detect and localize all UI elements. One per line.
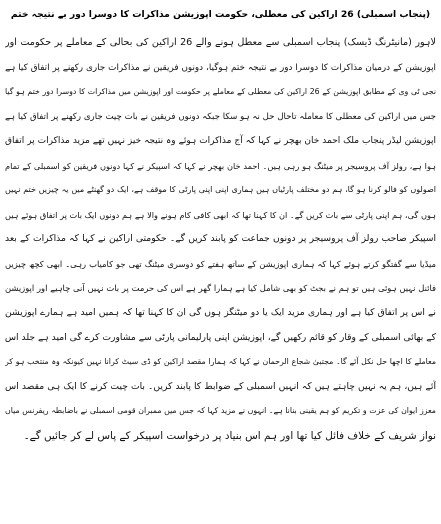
article-line: معاملے کا اچھا حل نکل آئے گا۔ مجتبیٰ شجاع الرحمان نے کہا کہ ہمارا مقصد اراکین کو ڈی سیٹ کرانا نہیں کیونکہ وہ منتخب ہو کر bbox=[5, 357, 436, 367]
article-line: جس میں اراکین کی معطلی کا معاملہ تاحال حل نہ ہو سکا جبکہ دونوں فریقین نے بات چیت جاری رکھنے پر اتفاق کیا ہے bbox=[5, 111, 436, 122]
article-body bbox=[5, 31, 436, 448]
article-line: نے اس پر اتفاق کیا ہے اور ہماری مزید ایک یا دو میٹنگز ہوں گی ان کا کہنا تھا کہ ہمیں امید ہے ہمارے اپوزیشن bbox=[5, 307, 436, 319]
article-line: اصولوں کو فالو کرنا ہو گا، ہم دو مختلف پارٹیاں ہیں ہماری اپنی اپنی پارٹی کا موقف ہے، ایک دو گھنٹے میں یہ چیزیں ختم نہیں bbox=[5, 185, 436, 195]
article-line: آئے ہیں، ہم یہ نہیں چاہتے ہیں کہ انہیں اسمبلی کے ضوابط کا پابند کریں۔ بات چیت کرنے کا ایک ہی مقصد اس bbox=[5, 380, 436, 392]
article-line: فائنل نہیں ہوئی ہیں تو ہم نے بجٹ کو بھی شامل کیا ہے ہمارا گھر ہے اس کی حرمت پر بات نہیں آنی چاہیے اور اپوزیشن bbox=[5, 283, 436, 294]
headline: (پنجاب اسمبلی) 26 اراکین کی معطلی، حکومت اپوزیشن مذاکرات کا دوسرا دور بے نتیجہ ختم bbox=[10, 9, 431, 20]
article-line: اسپیکر صاحب رولز آف پروسیجر پر دونوں جماعت کو پابند کریں گے۔ حکومتی اراکین نے کہا کہ مذاکرات کے بعد bbox=[5, 233, 436, 245]
article-line: میڈیا سے گفتگو کرتے ہوئے کہا کہ ہماری اپوزیشن کے ساتھ ہفتے کو دوسری میٹنگ تھی جو کامیاب رہی۔ ابھی کچھ چیزیں bbox=[5, 258, 436, 269]
article-line: نجی ٹی وی کے مطابق اپوزیشن کے 26 اراکین کی معطلی کے معاملے پر حکومت اور اپوزیشن میں مذاکرات کا دوسرا دور ختم ہو گیا bbox=[5, 87, 436, 97]
article-line: اپوزیشن لیڈر پنجاب ملک احمد خان بھچر نے کہا کہ آج مذاکرات ہوئے وہ نتیجہ خیز نہیں تھے مزید مذاکرات پر اتفاق bbox=[5, 136, 436, 147]
article-line: معزز ایوان کی عزت و تکریم کو ہم یقینی بنانا ہے۔ انہوں نے مزید کہا کہ جس میں ممبران قومی اسمبلی نے باضابطہ ریفرنس میاں bbox=[5, 406, 436, 416]
article-line: لاہور (مانیٹرنگ ڈیسک) پنجاب اسمبلی سے معطل ہونے والے 26 اراکین کی بحالی کے معاملے پر حکومت اور bbox=[5, 37, 436, 48]
article-line: اپوزیشن کے درمیان مذاکرات کا دوسرا دور بے نتیجہ ختم ہوگیا، دونوں فریقین نے مذاکرات جاری رکھنے پر اتفاق کیا ہے bbox=[5, 62, 436, 73]
article-line: ہوا ہے، رولز آف پروسیجر پر میٹنگ ہو رہی ہیں۔ احمد خان بھچر نے کہا کہ اسپیکر نے کہا دونوں فریقین کو اسمبلی کے تمام bbox=[5, 160, 436, 171]
article-line: کے بھائی اسمبلی کے وقار کو قائم رکھیں گے، اپوزیشن اپنی پارلیمانی پارٹی سے مشاورت کرے گی امید ہے جلد اس bbox=[5, 331, 436, 343]
article-line: نواز شریف کے خلاف فائل کیا تھا اور ہم اس بنیاد پر درخواست اسپیکر کے پاس لے کر جائیں گے۔ bbox=[23, 429, 436, 442]
article-line: ہوں گی، ہم اپنی پارٹی سے بات کریں گے۔ ان کا کہنا تھا کہ ابھی کافی کام ہونے والا ہے ہم دونوں ایک بات پر اتفاق ہوئے ہیں bbox=[5, 209, 436, 220]
